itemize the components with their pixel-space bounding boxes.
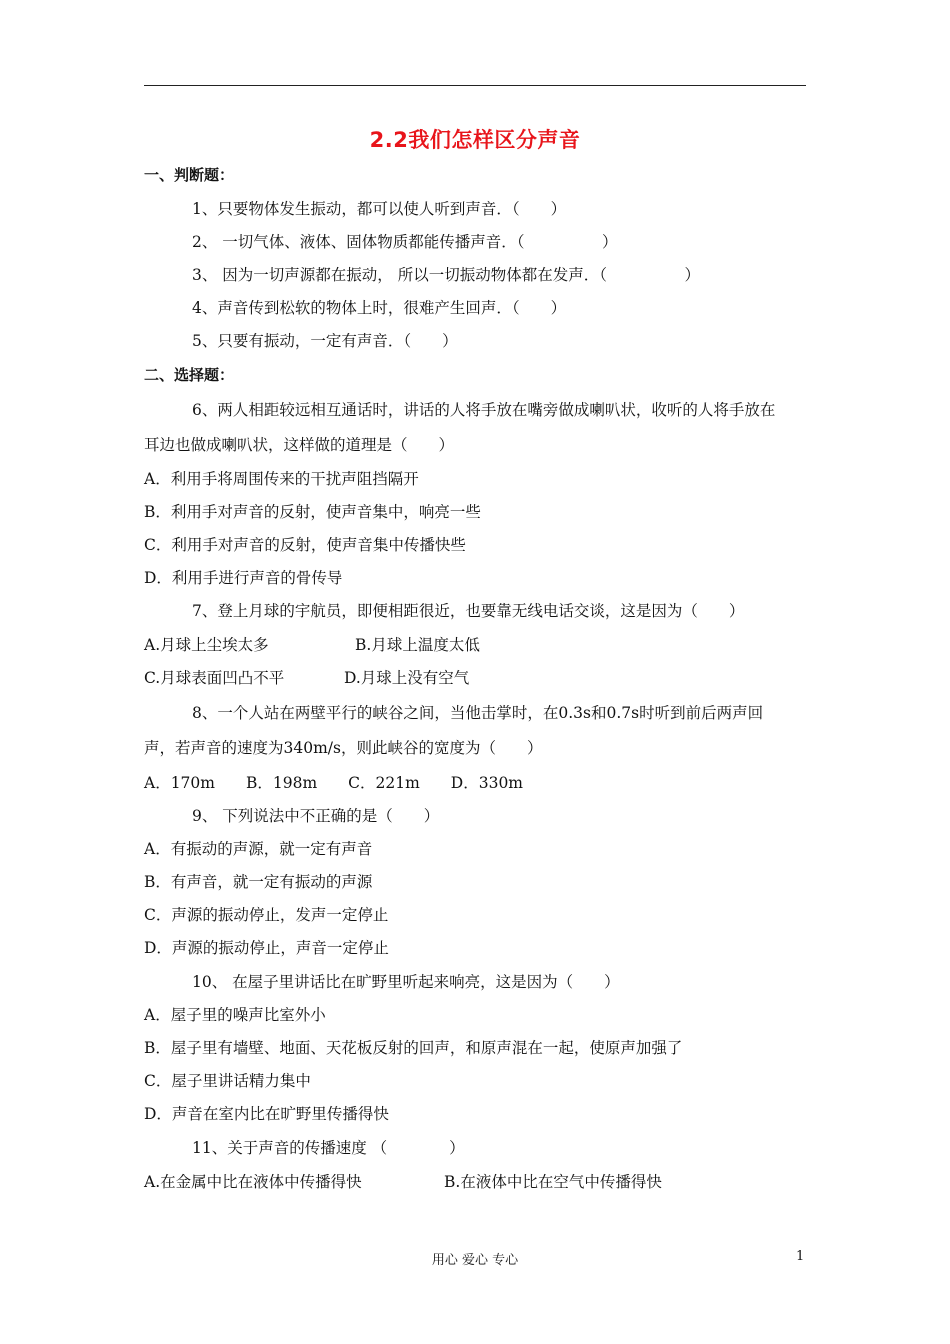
q11-option-a: A.在金属中比在液体中传播得快	[144, 1173, 362, 1191]
q9-option-c: C．声源的振动停止，发声一定停止	[144, 906, 389, 924]
judge-item-5: 5、只要有振动，一定有声音．（ ）	[192, 332, 458, 350]
q9-option-a: A．有振动的声源，就一定有声音	[144, 840, 373, 858]
q10-option-a: A．屋子里的噪声比室外小	[144, 1006, 326, 1024]
q8-stem-line1: 8、一个人站在两壁平行的峡谷之间，当他击掌时，在0.3s和0.7s时听到前后两声回	[192, 704, 764, 722]
page-title: 2.2我们怎样区分声音	[369, 128, 581, 152]
judge-item-3: 3、 因为一切声源都在振动， 所以一切振动物体都在发声．（ ）	[192, 266, 700, 284]
q7-option-b: B.月球上温度太低	[355, 636, 480, 654]
q9-option-b: B．有声音，就一定有振动的声源	[144, 873, 373, 891]
q8-stem-line2: 声，若声音的速度为340m/s，则此峡谷的宽度为（ ）	[144, 739, 543, 757]
q6-option-c: C．利用手对声音的反射，使声音集中传播快些	[144, 536, 466, 554]
judge-item-1: 1、只要物体发生振动，都可以使人听到声音．（ ）	[192, 200, 567, 218]
q6-option-b: B．利用手对声音的反射，使声音集中，响亮一些	[144, 503, 481, 521]
q11-option-b: B.在液体中比在空气中传播得快	[444, 1173, 662, 1191]
q10-option-d: D．声音在室内比在旷野里传播得快	[144, 1105, 389, 1123]
q9-option-d: D．声源的振动停止，声音一定停止	[144, 939, 389, 957]
q10-option-c: C．屋子里讲话精力集中	[144, 1072, 311, 1090]
q7-option-d: D.月球上没有空气	[344, 669, 470, 687]
q7-stem: 7、登上月球的宇航员，即便相距很近，也要靠无线电话交谈，这是因为（ ）	[192, 602, 745, 620]
q6-option-a: A．利用手将周围传来的干扰声阻挡隔开	[144, 470, 419, 488]
q8-options: A．170m B．198m C．221m D．330m	[144, 774, 524, 792]
page-footer: 用心 爱心 专心	[431, 1253, 519, 1268]
q7-option-a: A.月球上尘埃太多	[144, 636, 269, 654]
q6-stem-line2: 耳边也做成喇叭状，这样做的道理是（ ）	[144, 436, 455, 454]
section-heading-judge: 一、判断题：	[144, 166, 235, 184]
q6-stem-line1: 6、两人相距较远相互通话时，讲话的人将手放在嘴旁做成喇叭状，收听的人将手放在	[192, 401, 776, 419]
q10-stem: 10、 在屋子里讲话比在旷野里听起来响亮，这是因为（ ）	[192, 973, 620, 991]
q6-option-d: D．利用手进行声音的骨传导	[144, 569, 343, 587]
header-rule	[144, 85, 806, 86]
judge-item-2: 2、 一切气体、液体、固体物质都能传播声音．（ ）	[192, 233, 618, 251]
q9-stem: 9、 下列说法中不正确的是（ ）	[192, 807, 440, 825]
q11-stem: 11、关于声音的传播速度 （ ）	[192, 1139, 465, 1157]
q10-option-b: B．屋子里有墙壁、地面、天花板反射的回声，和原声混在一起，使原声加强了	[144, 1039, 683, 1057]
section-heading-choice: 二、选择题：	[144, 366, 235, 384]
q7-option-c: C.月球表面凹凸不平	[144, 669, 285, 687]
judge-item-4: 4、声音传到松软的物体上时，很难产生回声．（ ）	[192, 299, 567, 317]
page-number: 1	[796, 1249, 805, 1264]
